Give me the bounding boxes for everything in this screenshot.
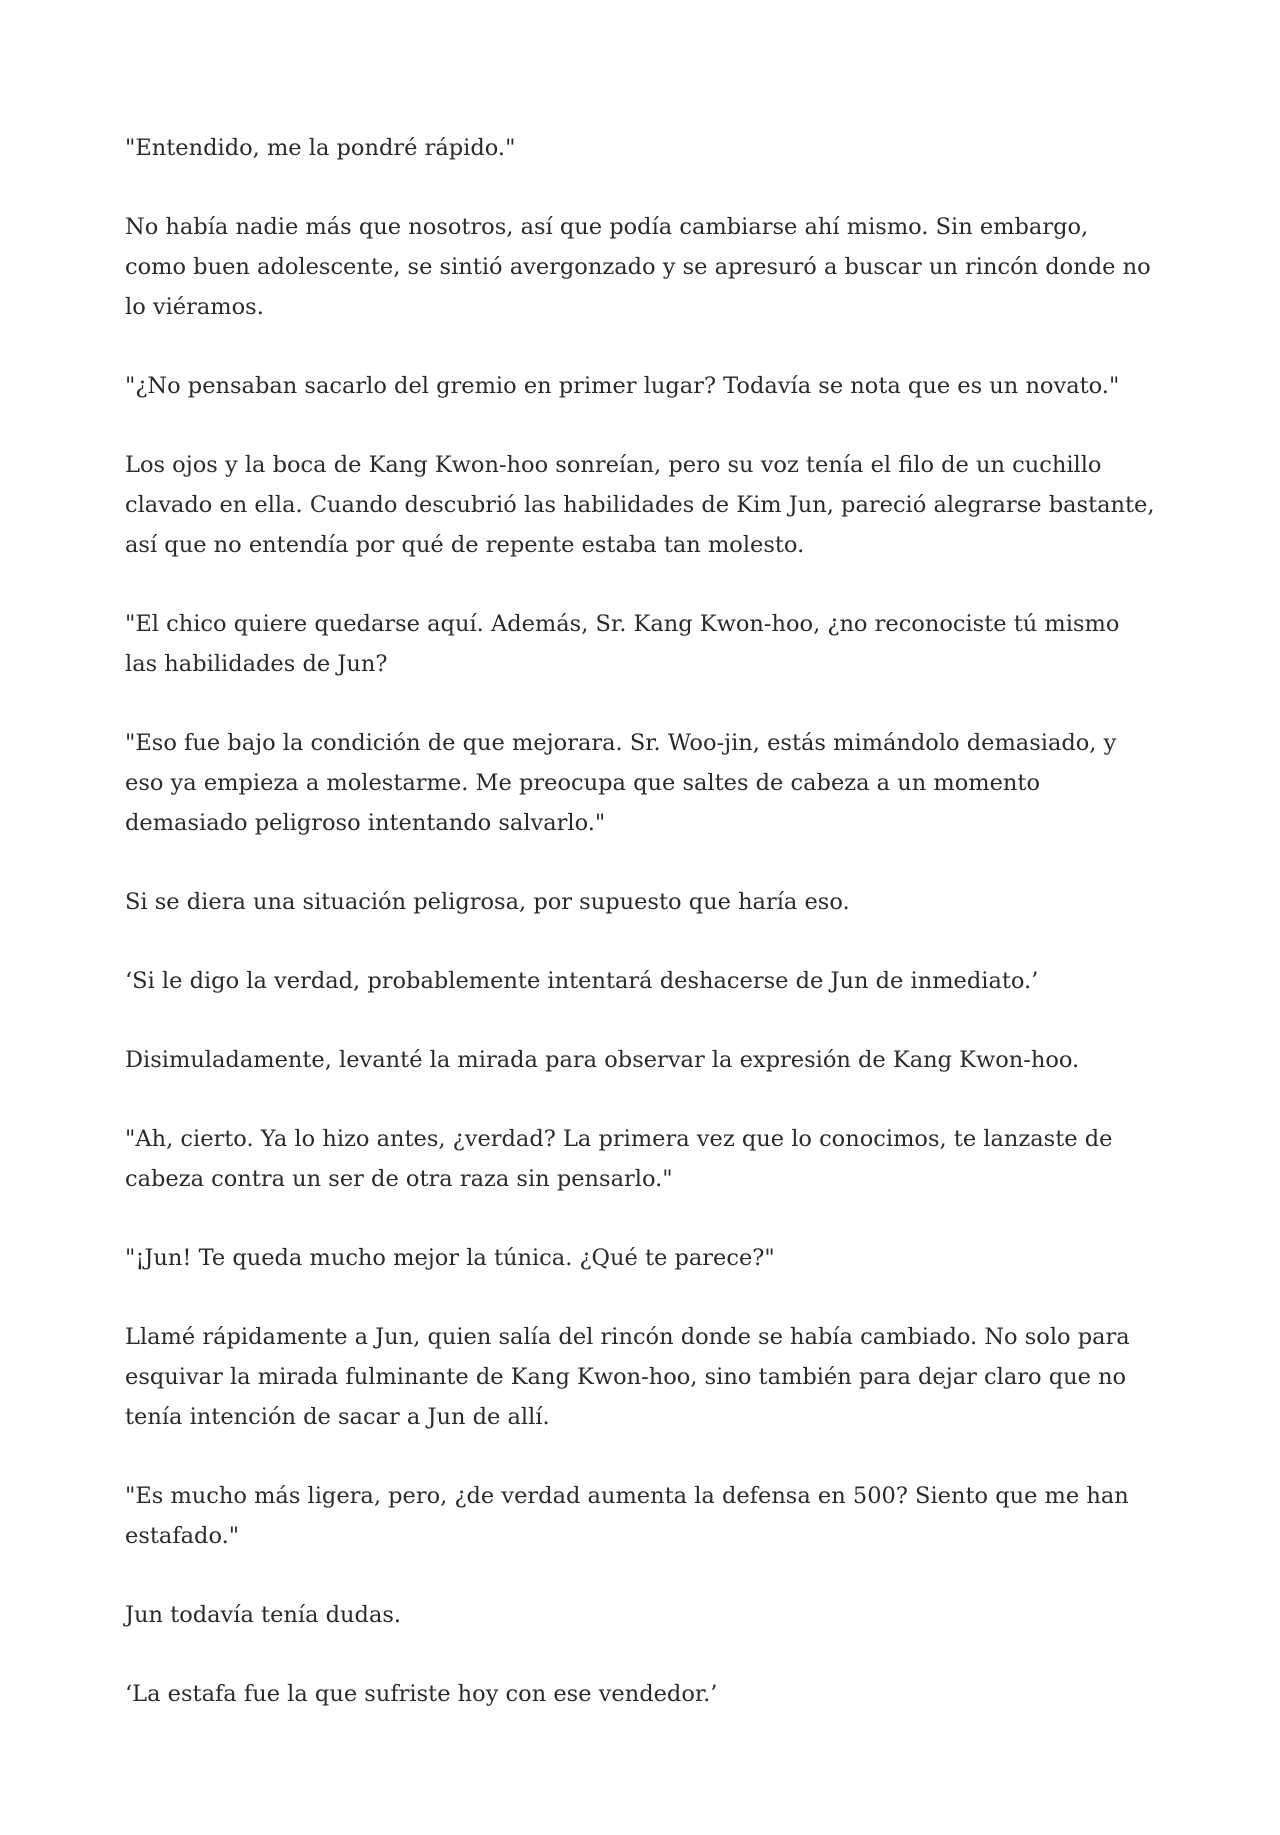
paragraph-6: "Eso fue bajo la condición de que mejorara. Sr. Woo-jin, estás mimándolo demasiado, y eso ya empieza a molestarme. Me preocupa que saltes de cabeza a un momento demasiado peligroso intentando salvarlo."	[125, 730, 1117, 836]
paragraph-3: "¿No pensaban sacarlo del gremio en primer lugar? Todavía se nota que es un novato."	[125, 373, 1120, 399]
paragraph-14: Jun todavía tenía dudas.	[125, 1602, 402, 1628]
paragraph-8: ‘Si le digo la verdad, probablemente intentará deshacerse de Jun de inmediato.’	[125, 968, 1039, 994]
paragraph-7: Si se diera una situación peligrosa, por supuesto que haría eso.	[125, 889, 850, 915]
paragraph-13: "Es mucho más ligera, pero, ¿de verdad aumenta la defensa en 500? Siento que me han estafado."	[125, 1483, 1129, 1549]
paragraph-4: Los ojos y la boca de Kang Kwon-hoo sonreían, pero su voz tenía el filo de un cuchillo clavado en ella. Cuando descubrió las habilidades de Kim Jun, pareció alegrarse bastante, así que no entendía por qué de repente estaba tan molesto.	[125, 452, 1155, 558]
document-body	[125, 128, 1155, 1753]
paragraph-5: "El chico quiere quedarse aquí. Además, Sr. Kang Kwon-hoo, ¿no reconociste tú mismo las habilidades de Jun?	[125, 611, 1120, 677]
paragraph-1: "Entendido, me la pondré rápido."	[125, 135, 516, 161]
paragraph-10: "Ah, cierto. Ya lo hizo antes, ¿verdad? La primera vez que lo conocimos, te lanzaste de cabeza contra un ser de otra raza sin pensarlo."	[125, 1126, 1113, 1192]
paragraph-12: Llamé rápidamente a Jun, quien salía del rincón donde se había cambiado. No solo para esquivar la mirada fulminante de Kang Kwon-hoo, sino también para dejar claro que no tenía intención de sacar a Jun de allí.	[125, 1324, 1130, 1430]
paragraph-11: "¡Jun! Te queda mucho mejor la túnica. ¿Qué te parece?"	[125, 1245, 775, 1271]
paragraph-9: Disimuladamente, levanté la mirada para observar la expresión de Kang Kwon-hoo.	[125, 1047, 1080, 1073]
paragraph-15: ‘La estafa fue la que sufriste hoy con ese vendedor.’	[125, 1681, 718, 1707]
paragraph-2: No había nadie más que nosotros, así que podía cambiarse ahí mismo. Sin embargo, como buen adolescente, se sintió avergonzado y se apresuró a buscar un rincón donde no lo viéramos.	[125, 214, 1151, 320]
